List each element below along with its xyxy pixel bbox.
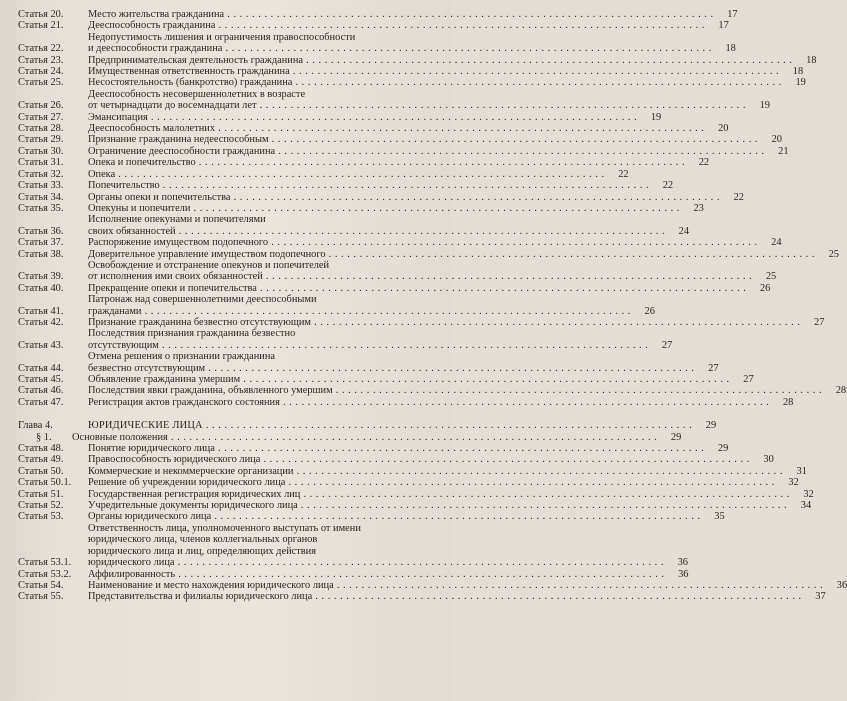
toc-entry — [18, 316, 825, 328]
table-of-contents — [18, 9, 847, 603]
article-title — [88, 580, 829, 591]
section-heading — [18, 431, 682, 443]
article-number: Статья 47. — [18, 396, 64, 408]
article-title — [88, 374, 736, 385]
page-number: 27 — [743, 374, 754, 385]
article-number: Статья 20. — [18, 9, 64, 20]
title-line: Распоряжение имуществом подопечного . . . — [88, 237, 758, 248]
toc-entry — [18, 77, 806, 89]
title-line: Опека и попечительство . . . — [88, 157, 685, 168]
title-line: Попечительство . . . — [88, 180, 649, 191]
page-number: 25 — [828, 248, 839, 260]
toc-entry — [18, 168, 629, 180]
page-number: 31 — [796, 465, 807, 477]
toc-entry — [18, 374, 754, 385]
title-line: Государственная регистрация юридических лиц . . . — [88, 489, 790, 500]
title-line: юридического лица . . . — [88, 557, 664, 568]
article-title — [88, 511, 707, 522]
article-title — [88, 397, 775, 408]
page-number: 19 — [759, 100, 770, 112]
page-number: 36 — [836, 579, 847, 591]
article-title — [88, 283, 752, 294]
page-number: 27 — [708, 362, 719, 374]
article-number: Статья 43. — [18, 339, 64, 351]
toc-entry — [18, 134, 782, 146]
title-line: Эмансипация . . . — [88, 112, 637, 123]
title-line: отсутствующим . . . — [88, 340, 648, 351]
article-number: Статья 33. — [18, 180, 64, 192]
chapter-heading — [18, 420, 717, 432]
article-title — [88, 454, 756, 465]
title-line: Имущественная ответственность гражданина . . . — [88, 66, 779, 77]
page-number: 18 — [725, 43, 736, 55]
toc-entry — [18, 591, 826, 603]
page-number: 32 — [803, 488, 814, 500]
article-number: Статья 49. — [18, 454, 64, 466]
article-title — [88, 55, 798, 66]
article-title — [88, 249, 821, 260]
article-number: Статья 50. — [18, 465, 64, 477]
title-line: Объявление гражданина умершим . . . — [88, 374, 730, 385]
title-line: Освобождение и отстранение опекунов и попечителей — [88, 259, 330, 271]
page-number: 29 — [705, 420, 717, 432]
toc-entry — [18, 465, 807, 477]
article-title — [88, 477, 781, 488]
page-number: 26 — [759, 282, 771, 294]
title-line: Последствия явки гражданина, объявленного умершим . . . — [88, 385, 822, 396]
toc-entry — [18, 328, 673, 351]
article-title — [88, 157, 691, 168]
page-number: 26 — [644, 305, 655, 317]
article-number: Статья 52. — [18, 500, 64, 512]
toc-entry — [18, 511, 725, 523]
title-line: гражданами . . . — [88, 306, 631, 317]
toc-entry — [18, 191, 744, 203]
article-title — [88, 32, 718, 55]
page-number: 28 — [782, 396, 794, 408]
page-number: 35 — [714, 511, 725, 523]
title-line: Последствия признания гражданина безвестно — [88, 328, 296, 340]
article-title — [88, 20, 711, 31]
title-line: Несостоятельность (банкротство) гражданина . . . — [88, 77, 782, 88]
toc-entry — [18, 180, 674, 192]
article-title — [88, 294, 637, 317]
article-number: Статья 39. — [18, 271, 64, 283]
article-title — [72, 432, 663, 443]
title-line: и дееспособности гражданина . . . — [88, 43, 712, 54]
title-line: Учредительные документы юридического лица . . . — [88, 500, 787, 511]
toc-entry — [18, 579, 847, 591]
page-number: 22 — [698, 157, 710, 169]
title-line: Органы опеки и попечительства . . . — [88, 192, 720, 203]
toc-entry — [18, 214, 690, 237]
article-number: Статья 54. — [18, 579, 64, 591]
article-title — [88, 134, 764, 145]
article-number: Статья 40. — [18, 282, 64, 294]
title-line: Дееспособность несовершеннолетних в возрасте — [88, 88, 306, 100]
toc-entry — [18, 477, 799, 489]
article-title — [88, 112, 643, 123]
article-number: Глава 4. — [18, 420, 53, 432]
article-number: Статья 28. — [18, 123, 64, 135]
page-number: 23 — [693, 202, 704, 214]
page-number: 18 — [806, 54, 817, 66]
article-title — [88, 203, 686, 214]
title-line: Патронаж над совершеннолетними дееспособными — [88, 294, 317, 306]
article-number: Статья 21. — [18, 20, 64, 32]
article-number: Статья 22. — [18, 43, 64, 55]
article-number: Статья 46. — [18, 385, 64, 397]
article-title — [88, 385, 828, 396]
toc-entry — [18, 259, 777, 283]
article-number: Статья 45. — [18, 374, 64, 385]
article-title — [88, 192, 726, 203]
page-number: 29 — [670, 431, 682, 443]
page-number: 27 — [661, 339, 673, 351]
page-number: 37 — [815, 591, 826, 603]
page-number: 29 — [717, 443, 729, 455]
article-title — [88, 237, 764, 248]
article-title — [88, 214, 671, 237]
page-number: 36 — [678, 568, 689, 580]
title-line: Аффилированность . . . — [88, 569, 665, 580]
page-number: 36 — [677, 557, 688, 569]
title-line: юридического лица и лиц, определяющих действия — [88, 545, 317, 557]
article-title — [88, 89, 752, 112]
article-title — [88, 489, 796, 500]
title-line: ЮРИДИЧЕСКИЕ ЛИЦА . . . — [88, 420, 692, 431]
article-number: Статья 48. — [18, 443, 64, 455]
title-line: Признание гражданина безвестно отсутствующим . . . — [88, 317, 800, 328]
page-number: 28 — [835, 385, 847, 397]
article-number: Статья 53.1. — [18, 557, 72, 569]
article-number: Статья 27. — [18, 111, 64, 123]
page-number: 30 — [763, 454, 774, 466]
article-title — [88, 146, 771, 157]
title-line: Предпринимательская деятельность гражданина . . . — [88, 55, 792, 66]
title-line: Признание гражданина недееспособным . . . — [88, 134, 758, 145]
title-line: Дееспособность малолетних . . . — [88, 123, 704, 134]
title-line: Недопустимость лишения и ограничения правоспособности — [88, 31, 356, 43]
title-line: Ограничение дееспособности гражданина . . . — [88, 146, 765, 157]
title-line: Правоспособность юридического лица . . . — [88, 454, 750, 465]
article-number: § 1. — [36, 431, 52, 443]
article-title — [88, 77, 788, 88]
article-number: Статья 24. — [18, 66, 64, 78]
article-title — [88, 591, 808, 602]
title-line: своих обязанностей . . . — [88, 226, 665, 237]
title-line: Ответственность лица, уполномоченного выступать от имени — [88, 522, 361, 534]
toc-entry — [18, 385, 847, 397]
spacer — [18, 408, 443, 420]
article-title — [88, 66, 785, 77]
toc-entry — [18, 123, 729, 135]
article-number: Статья 26. — [18, 100, 64, 112]
page-number: 17 — [727, 9, 738, 20]
article-title — [88, 169, 611, 180]
toc-entry — [18, 500, 812, 512]
page-number: 24 — [771, 237, 782, 249]
toc-entry — [18, 66, 804, 78]
title-line: Представительства и филиалы юридического лица . . . — [88, 591, 802, 602]
toc-entry — [18, 157, 710, 169]
article-number: Статья 53.2. — [18, 568, 72, 580]
article-number: Статья 23. — [18, 54, 64, 66]
toc-entry — [18, 248, 839, 260]
article-number: Статья 41. — [18, 305, 64, 317]
title-line: Решение об учреждении юридического лица . . . — [88, 477, 775, 488]
article-title — [88, 317, 806, 328]
article-number: Статья 30. — [18, 145, 64, 157]
article-title — [88, 523, 670, 569]
article-number: Статья 31. — [18, 157, 64, 169]
toc-entry — [18, 88, 770, 112]
title-line: Опека . . . — [88, 169, 605, 180]
article-number: Статья 38. — [18, 248, 64, 260]
page-number: 22 — [618, 168, 629, 180]
article-title — [88, 443, 710, 454]
title-line: Доверительное управление имуществом подопечного . . . — [88, 249, 815, 260]
article-number: Статья 35. — [18, 202, 64, 214]
title-line: Дееспособность гражданина . . . — [88, 20, 705, 31]
article-number: Статья 50.1. — [18, 477, 72, 489]
title-line: Понятие юридического лица . . . — [88, 443, 704, 454]
page-number: 20 — [718, 123, 729, 135]
title-line: Отмена решения о признании гражданина — [88, 351, 276, 363]
toc-entry — [18, 54, 817, 66]
article-title — [88, 9, 720, 20]
article-title — [88, 180, 655, 191]
title-line: юридического лица, членов коллегиальных органов — [88, 534, 318, 546]
page-number: 24 — [678, 225, 690, 237]
title-line: Прекращение опеки и попечительства . . . — [88, 283, 746, 294]
toc-entry — [18, 522, 688, 569]
page-number: 21 — [778, 145, 789, 157]
toc-entry — [18, 237, 782, 249]
page-number: 22 — [733, 191, 744, 203]
toc-entry — [18, 20, 729, 32]
toc-entry — [18, 443, 729, 455]
page-number: 34 — [800, 500, 812, 512]
page-number: 18 — [792, 66, 804, 78]
title-line: Исполнение опекунами и попечителями — [88, 214, 266, 226]
toc-entry — [18, 111, 662, 123]
article-number: Статья 42. — [18, 316, 64, 328]
toc-entry — [18, 488, 814, 500]
article-number: Статья 37. — [18, 237, 64, 249]
page-number: 25 — [765, 271, 777, 283]
title-line: Коммерческие и некоммерческие организации . . . — [88, 466, 783, 477]
title-line: Органы юридического лица . . . — [88, 511, 701, 522]
title-line: Регистрация актов гражданского состояния . . . — [88, 397, 769, 408]
toc-entry — [18, 454, 774, 466]
toc-entry — [18, 202, 704, 214]
article-number: Статья 53. — [18, 511, 64, 523]
toc-entry — [18, 31, 736, 55]
title-line: Опекуны и попечители . . . — [88, 203, 680, 214]
article-title — [88, 420, 698, 431]
toc-entry — [18, 145, 789, 157]
article-title — [88, 123, 710, 134]
title-line: Место жительства гражданина . . . — [88, 9, 714, 20]
toc-entry — [18, 294, 655, 317]
page-number: 27 — [814, 316, 825, 328]
title-line: от исполнения ими своих обязанностей . . . — [88, 271, 752, 282]
article-number: Статья 51. — [18, 488, 64, 500]
page-number: 19 — [795, 77, 806, 89]
title-line: Наименование и место нахождения юридического лица . . . — [88, 580, 823, 591]
toc-entry — [18, 9, 738, 20]
article-number: Статья 44. — [18, 362, 64, 374]
page-number: 20 — [771, 134, 782, 146]
toc-entry — [18, 568, 689, 580]
article-number: Статья 55. — [18, 591, 64, 603]
title-line: безвестно отсутствующим . . . — [88, 363, 695, 374]
article-title — [88, 328, 654, 351]
article-number: Статья 29. — [18, 134, 64, 146]
toc-entry — [18, 396, 794, 408]
article-number: Статья 36. — [18, 225, 64, 237]
article-title — [88, 260, 758, 283]
title-line: от четырнадцати до восемнадцати лет . . . — [88, 100, 746, 111]
page-number: 19 — [650, 111, 662, 123]
article-number: Статья 25. — [18, 77, 64, 89]
toc-entry — [18, 351, 719, 374]
article-title — [88, 351, 701, 374]
article-number: Статья 32. — [18, 168, 64, 180]
page-number: 32 — [788, 477, 799, 489]
article-number: Статья 34. — [18, 191, 64, 203]
title-line: Основные положения . . . — [72, 432, 657, 443]
toc-entry — [18, 282, 771, 294]
article-title — [88, 500, 793, 511]
page-number: 17 — [718, 20, 729, 32]
article-title — [88, 466, 789, 477]
article-title — [88, 569, 671, 580]
page-number: 22 — [662, 180, 674, 192]
